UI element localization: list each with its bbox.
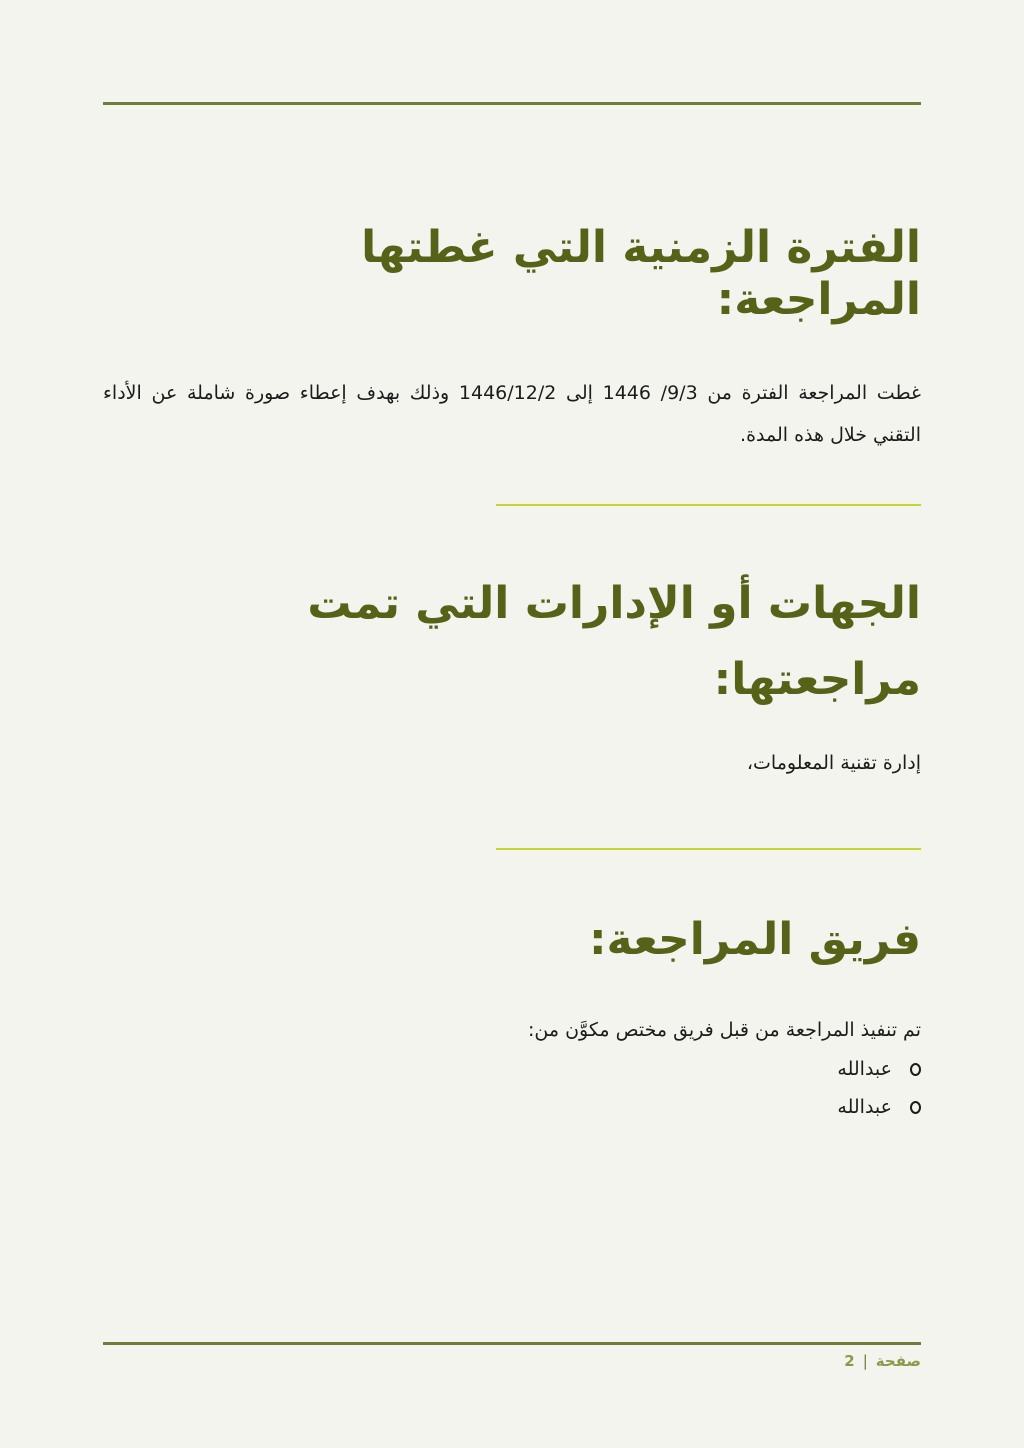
section-divider xyxy=(496,504,921,506)
team-member-name: عبدالله xyxy=(837,1058,892,1080)
section-body-review-team: تم تنفيذ المراجعة من قبل فريق مختص مكوَّن من: xyxy=(528,1019,921,1041)
section-heading-review-team: فريق المراجعة: xyxy=(588,914,921,965)
section-heading-reviewed-departments: الجهات أو الإدارات التي تمت مراجعتها: xyxy=(307,578,921,705)
bullet-circle-icon xyxy=(910,1101,921,1114)
page-label: صفحة xyxy=(875,1352,921,1370)
bullet-circle-icon xyxy=(910,1063,921,1076)
list-item xyxy=(837,1050,921,1088)
top-divider xyxy=(103,102,921,105)
team-member-name: عبدالله xyxy=(837,1096,892,1118)
section-heading-review-period: الفترة الزمنية التي غطتها المراجعة: xyxy=(361,222,921,325)
bottom-divider xyxy=(103,1342,921,1345)
section-divider xyxy=(496,848,921,850)
page-footer xyxy=(844,1352,921,1370)
team-members-list xyxy=(837,1050,921,1126)
list-item xyxy=(837,1088,921,1126)
page-number: 2 xyxy=(844,1352,855,1370)
footer-separator: | xyxy=(862,1352,868,1370)
section-body-reviewed-departments: إدارة تقنية المعلومات، xyxy=(746,752,921,774)
section-body-review-period: غطت المراجعة الفترة من 9/3/ 1446 إلى 1446/12/2 وذلك بهدف إعطاء صورة شاملة عن الأداء التقني خلال هذه المدة. xyxy=(103,382,921,446)
